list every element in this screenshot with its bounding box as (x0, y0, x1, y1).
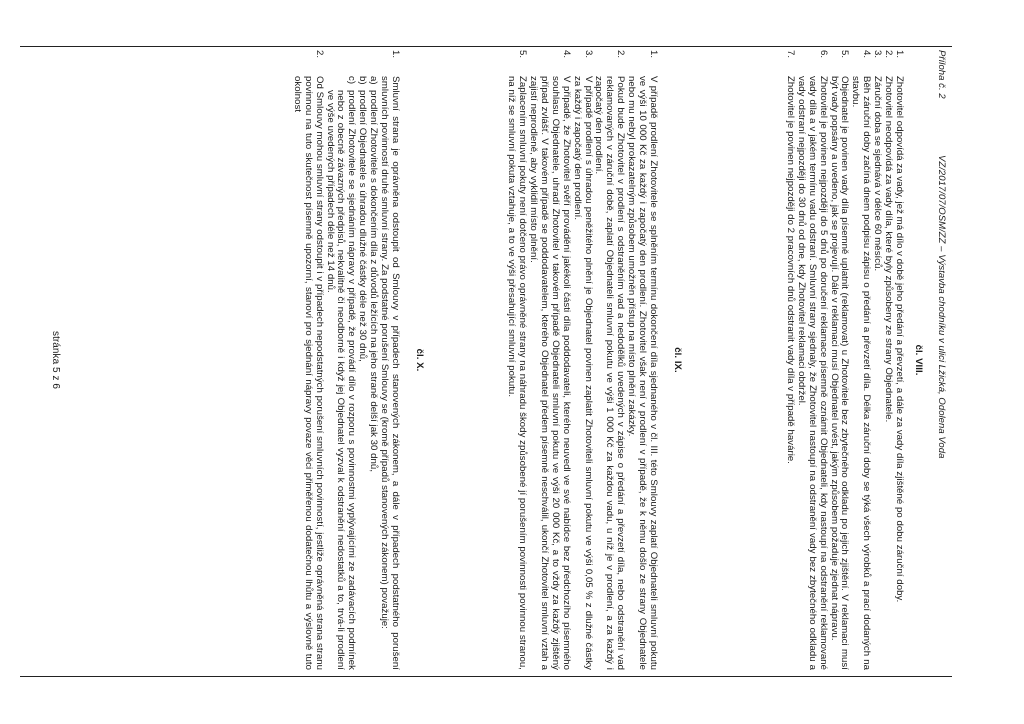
item-text: Zaplacením smluvní pokuty není dotčeno právo oprávněné strany na náhradu škody způsobené jí porušením povinnosti povinnou stranou, na níž se smluvní pokuta vztahuje, a to ve výši přesahující smluvní pokutu. (506, 76, 529, 670)
sub-item (356, 76, 367, 670)
item-text: Běh záruční doby začíná dnem podpisu zápisu o předání a převzetí díla. Délka záruční doby se týká všech výrobků a prací dodaných na stavbu. (850, 76, 873, 670)
article-8 (784, 50, 904, 670)
list-item (849, 50, 871, 670)
sub-item-text: prodlení Objednatele s úhradou dlužné částky déle než 30 dnů, (357, 90, 369, 362)
article-10 (291, 50, 400, 670)
article-10-heading: čl. X. (414, 348, 425, 372)
item-text: Záruční doba se sjednává v délce 60 měsíců. (872, 76, 884, 272)
item-number: 2. (615, 50, 627, 59)
item-text: Zhotovitel je povinen nejpozději do 5 dnů po doručení reklamace písemně oznámit Objednateli, kdy nastoupí na odstranění reklamované vady díla a v jakém termínu vadu odstraní. Smluvní strany sjednaly, že Zhotovitel nastoupí na odstranění vady bez zbytečného odkladu a vady odstraní nejpozději do 30 dnů od dne, kdy Zhotovitel reklamaci obdržel. (795, 76, 829, 670)
item-number: 2. (883, 50, 895, 59)
item-text: Zhotovitel neodpovídá za vady díla, které byly způsobeny ze strany Objednatele. (883, 76, 895, 423)
item-text: Pokud bude Zhotovitel v prodlení s odstraněním vad a nedodělků uvedených v zápise o předání a převzetí díla, nebo odstranění vad reklamovaných v záruční době, zaplatí Objednateli smluvní pokutu ve výši 1 000 Kč za každou vadu, u níž je v prodlení, a za každý i započatý den prodlení. (593, 76, 627, 670)
list-item (795, 50, 828, 670)
article-8-heading: čl. VIII. (913, 344, 924, 376)
item-number: 5. (517, 50, 529, 59)
item-number: 6. (817, 50, 829, 59)
page-number: stránka 5 z 6 (50, 331, 61, 389)
item-text: Od Smlouvy mohou smluvní strany odstoupit i v případech nepodstatných porušení smluvních povinností, jestliže oprávněná strana stranu povinnou na tuto skutečnost písemně upozorní, stanoví pro sjednání nápravy povaze věci přiměřenou dodatečnou lhůtu a výslovně tuto okolnost (291, 76, 325, 670)
item-number: 4. (560, 50, 572, 59)
item-text: V případě prodlení s úhradou peněžitého plnění je Objednatel povinen zaplatit Zhotoviteli smluvní pokutu ve výši 0,05 % z dlužné částky za každý i započatý den prodlení. (571, 76, 594, 670)
sub-item-letter: a) (368, 76, 380, 85)
list-item (828, 50, 850, 670)
attachment-label: Příloha č. 2 (936, 50, 947, 99)
item-number: 2. (313, 50, 325, 59)
bottom-rule (20, 676, 952, 677)
list-item (784, 50, 795, 670)
item-text: V případě, že Zhotovitel svěří provádění jakékoli části díla poddodavateli, kterého neuvedl ve své nabídce bez předchozího písemného souhlasu Objednatele, uhradí Zhotovitel v takovém případě Objednateli smluvní pokutu ve výši 20 000 Kč, a to vždy za každý zjištěný případ zvlášť. V takovém případě se poddodavatelem, kterého Objednatel předem písemně neschválil, ukončí Zhotovitel smluvní vztah a zajistí neprodleně, aby vyklidil místo plnění. (528, 76, 572, 670)
list-item (291, 50, 324, 670)
item-number: 1. (648, 50, 659, 59)
sub-item-text: prodlení Zhotovitele se sjednáním nápravy v případě, že provádí dílo v rozporu s povinnostmi vyplývajícími ze zadávacích podmínek nebo z obecně závazných předpisů, nekvalitně či neodborně i když jej Objednatel vyzval k odstranění nedostatků a to, trvá-li prodlení ve výše uvedených případech déle než 14 dnů. (324, 90, 358, 670)
item-number: 1. (390, 50, 401, 59)
item-number: 4. (861, 50, 873, 59)
item-number: 3. (582, 50, 594, 59)
item-text: Zhotovitel odpovídá za vady, jež má dílo v době jeho předání a převzetí, a dále za vady díla zjištěné po dobu záruční doby. (894, 76, 905, 603)
sub-item-letter: c) (346, 76, 358, 85)
item-number: 7. (784, 50, 796, 59)
sub-item (367, 76, 378, 670)
contract-title: VZ/2017/07/OSM/ZZ – Výstavba chodníku v ulici Lžická, Odolena Voda (936, 155, 947, 459)
item-number: 3. (872, 50, 884, 59)
top-rule (20, 46, 952, 47)
item-number: 5. (839, 50, 851, 59)
article-9 (505, 50, 658, 670)
list-item (893, 50, 904, 670)
item-number: 1. (894, 50, 905, 59)
item-text: Zhotovitel je povinen nejpozději do 2 pracovních dnů odstranit vady díla v případě havárie. (784, 76, 796, 465)
sub-item-letter: b) (357, 76, 369, 85)
list-item (527, 50, 571, 670)
list-item (324, 50, 400, 670)
list-item (871, 50, 882, 670)
list-item (593, 50, 626, 670)
sub-item (324, 76, 357, 670)
item-text: V případě prodlení Zhotovitele se splněním termínu dokončení díla sjednaného v čl. III. této Smlouvy zaplatí Objednateli smluvní pokutu ve výši 10 000 Kč za každý i započatý den prodlení. Zhotovitel však není v prodlení v případě, že k němu došlo ze strany Objednatele nebo mu nebyl prokazatelným způsobem umožněn přístup na místo plnění zakázky. (626, 76, 659, 670)
list-item (882, 50, 893, 670)
sub-item-text: prodlení Zhotovitele s dokončením díla z důvodů ležících na jeho straně delší jak 30 dnů, (368, 90, 380, 473)
article-9-heading: čl. IX. (672, 347, 683, 373)
list-item (505, 50, 527, 670)
list-item (625, 50, 658, 670)
item-text: Objednatel je povinen vady díla písemně uplatnit (reklamovat) u Zhotovitele bez zbytečného odkladu po jejich zjištění. V reklamaci musí být vady popsány a uvedeno, jak se projevují. Dále v reklamaci musí Objednatel uvést, jakým způsobem požaduje zjednat nápravu. (828, 76, 851, 670)
rotated-page (28, 50, 948, 670)
item-text: Smluvní strana je oprávněna odstoupit od Smlouvy v případech stanovených zákonem, a dále v případech podstatného porušení smluvních povinností druhé smluvní strany. Za podstatné porušení Smlouvy se (kromě případů stanovených zákonem) považuje: (379, 76, 401, 670)
list-item (571, 50, 593, 670)
